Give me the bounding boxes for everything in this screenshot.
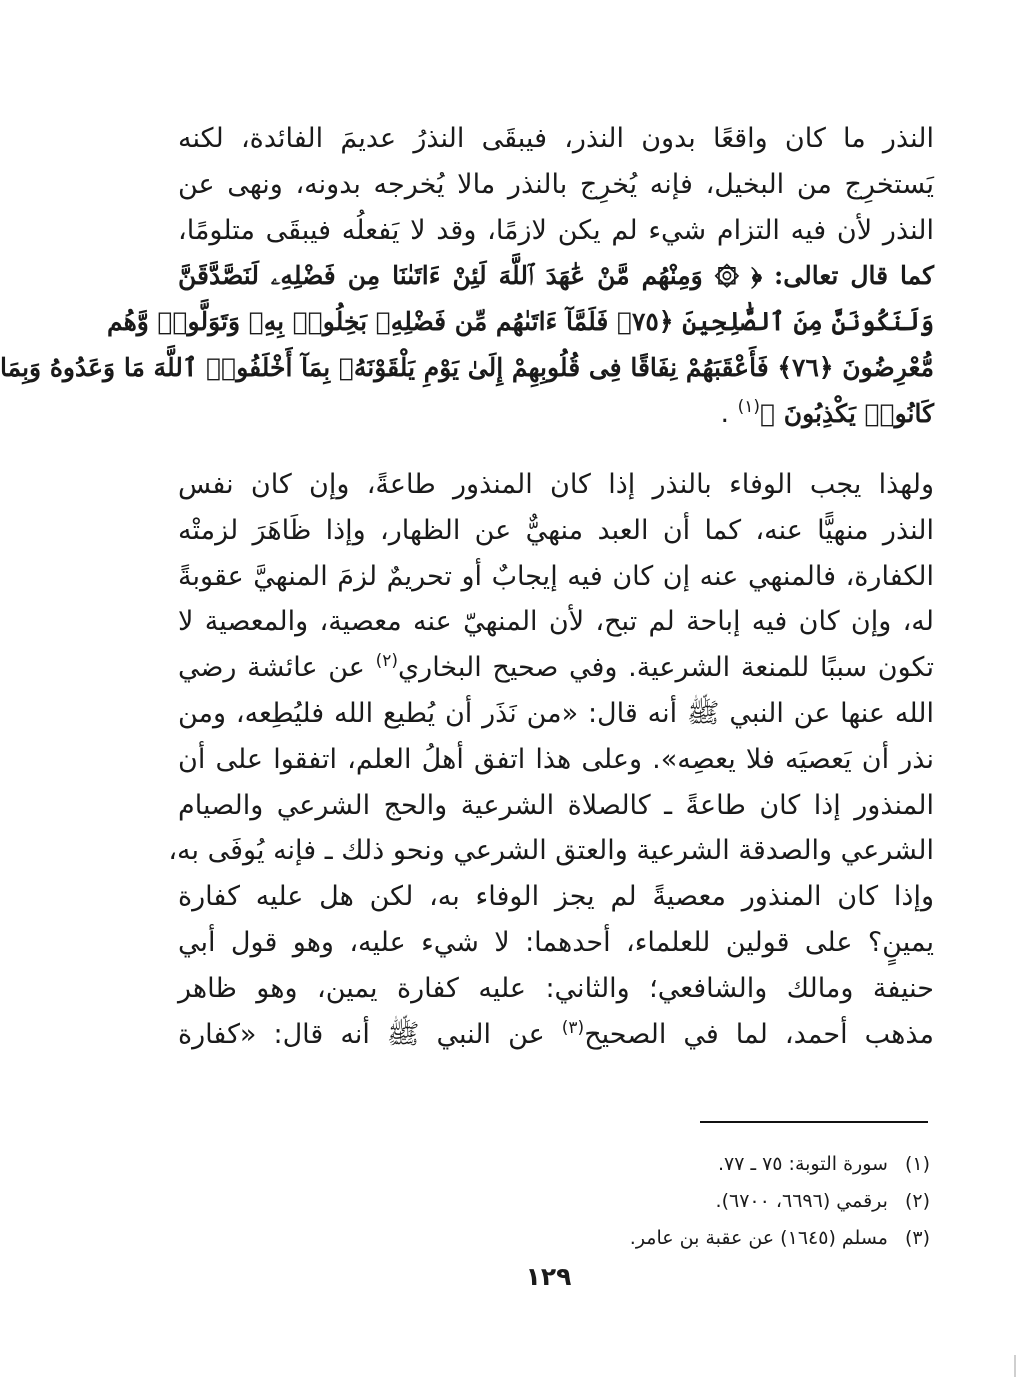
text-line: نذر أن يَعصيَه فلا يعصِه». وعلى هذا اتفق أهلُ العلم، اتفقوا على أن: [178, 743, 934, 775]
scan-mark: [1014, 1355, 1016, 1377]
text-line: يمينٍ؟ على قولين للعلماء، أحدهما: لا شيء عليه، وهو قول أبي: [178, 926, 934, 958]
footnote-ref-2[interactable]: (٢): [375, 651, 399, 672]
footnote-text: سورة التوبة: ٧٥ ـ ٧٧.: [717, 1153, 888, 1175]
footnote-text: مسلم (١٦٤٥) عن عقبة بن عامر.: [629, 1227, 888, 1249]
footnote-3: [330, 1220, 930, 1257]
text-line: الكفارة، فالمنهي عنه إن كان فيه إيجابٌ أو تحريمٌ لزمَ المنهيَّ عقوبةً: [178, 560, 934, 592]
footnote-text: برقمي (٦٦٩٦، ٦٧٠٠).: [715, 1190, 888, 1212]
text-line: الشرعي والصدقة الشرعية والعتق الشرعي ونحو ذلك ـ فإنه يُوفَى به،: [168, 835, 934, 867]
footnote-number: (٣): [904, 1227, 930, 1249]
text-line-with-footnote: [178, 1012, 934, 1058]
footnotes: [330, 1146, 930, 1257]
quran-verse-line: مُّعْرِضُونَ ﴿٧٦﴾ فَأَعْقَبَهُمْ نِفَاقًا فِى قُلُوبِهِمْ إِلَىٰ يَوْمِ يَلْقَوْنَهُۥ بِمَآ أَخْلَفُوا۟ ٱللَّهَ مَا وَعَدُوهُ وَبِمَا: [0, 352, 934, 382]
paragraph-1: [0, 116, 934, 437]
line-end-punct: .: [720, 397, 738, 429]
text-line-with-footnote: [178, 645, 934, 691]
paragraph-2: [168, 462, 934, 1057]
footnote-ref-3[interactable]: (٣): [561, 1017, 585, 1038]
text-line: حنيفة ومالك والشافعي؛ والثاني: عليه كفارة يمين، وهو ظاهر: [178, 972, 934, 1004]
text-line: له، وإن كان فيه إباحة لم تبح، لأن المنهيّ عنه معصية، والمعصية لا: [178, 606, 934, 638]
text-segment: عن عائشة رضي: [178, 652, 376, 684]
quran-verse-line-last: [178, 391, 934, 437]
text-segment: تكون سببًا للمنعة الشرعية. وفي صحيح البخاري: [398, 652, 934, 684]
footnote-number: (٢): [904, 1190, 930, 1212]
text-line: يَستخرِج من البخيل، فإنه يُخرِج بالنذر مالا يُخرجه بدونه، ونهى عن: [178, 168, 934, 200]
footnote-number: (١): [904, 1153, 930, 1175]
text-line: ولهذا يجب الوفاء بالنذر إذا كان المنذور طاعةً، وإن كان نفس: [178, 469, 934, 500]
footnote-2: [330, 1183, 930, 1220]
quran-verse-line: كما قال تعالى: ﴿ ۞ وَمِنْهُم مَّنْ عَٰهَدَ ٱللَّهَ لَئِنْ ءَاتَىٰنَا مِن فَضْلِهِۦ لَنَصَّدَّقَنَّ: [178, 261, 934, 291]
text-line: النذر منهيًّا عنه، كما أن العبد منهيٌّ عن الظهار، وإذا ظَاهَرَ لزمتْه: [178, 514, 934, 546]
text-line: الله عنها عن النبي ﷺ أنه قال: «من نَذَر أن يُطيع الله فليُطِعه، ومن: [178, 697, 934, 729]
quran-verse-line: وَلَنَكُونَنَّ مِنَ ٱلصَّٰلِحِينَ ﴿٧٥﴾ فَلَمَّآ ءَاتَىٰهُم مِّن فَضْلِهِۦ بَخِلُوا۟ بِهِۦ وَتَوَلَّوا۟ وَّهُم: [106, 307, 934, 337]
text-line: المنذور إذا كان طاعةً ـ كالصلاة الشرعية والحج الشرعي والصيام: [178, 789, 934, 821]
text-line: النذر لأن فيه التزام شيء لم يكن لازمًا، وقد لا يَفعلُه فيبقَى متلومًا،: [178, 214, 934, 246]
text-segment: عن النبي ﷺ أنه قال: «كفارة: [178, 1018, 562, 1050]
text-line: النذر ما كان واقعًا بدون النذر، فيبقَى النذرُ عديمَ الفائدة، لكنه: [178, 123, 934, 154]
text-segment: مذهب أحمد، لما في الصحيح: [584, 1018, 934, 1050]
page-number: ١٢٩: [525, 1262, 572, 1291]
text-line: وإذا كان المنذور معصيةً لم يجز الوفاء به، لكن هل عليه كفارة: [178, 881, 934, 913]
footnote-ref-1[interactable]: (١): [737, 396, 761, 417]
quran-verse-end: كَانُوا۟ يَكْذِبُونَ ﴾: [760, 398, 934, 428]
footnote-1: [330, 1146, 930, 1183]
footnote-divider: [700, 1121, 928, 1123]
